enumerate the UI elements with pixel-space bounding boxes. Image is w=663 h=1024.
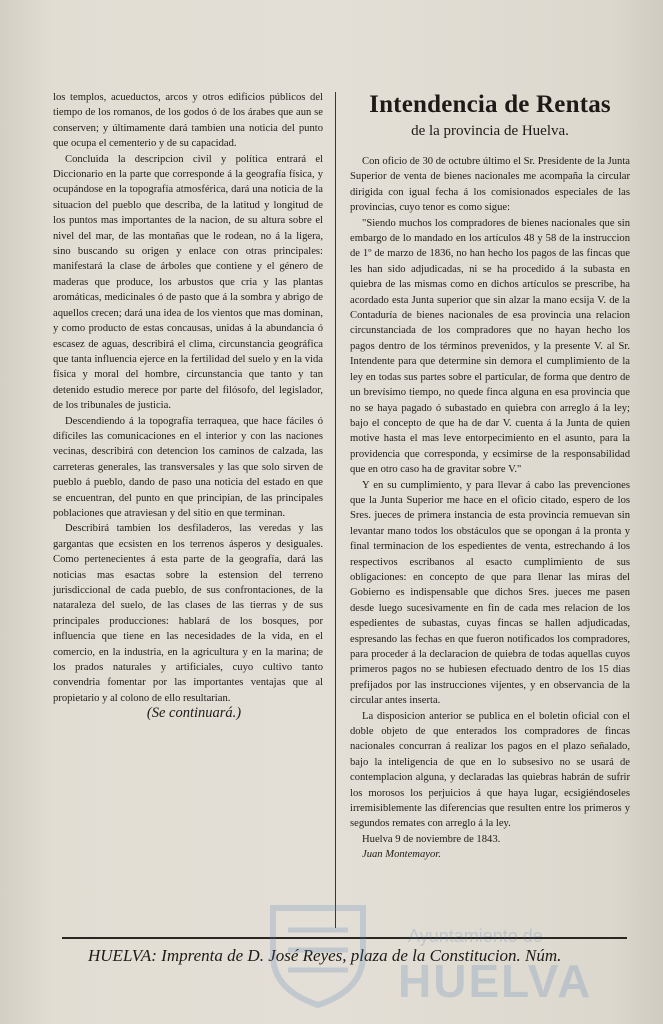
to-be-continued-note: (Se continuará.) xyxy=(146,705,242,722)
section-subtitle: de la provincia de Huelva. xyxy=(411,123,569,139)
shield-icon xyxy=(258,900,378,1010)
watermark-label-main: HUELVA xyxy=(398,955,593,1007)
column-divider xyxy=(335,92,336,928)
right-column xyxy=(350,90,630,863)
printer-imprint: HUELVA: Imprenta de D. José Reyes, plaza de la Constitucion. Núm. xyxy=(88,946,562,965)
right-paragraph-1: Con oficio de 30 de octubre último el Sr. Presidente de la Junta Superior de venta de bienes nacionales me acompaña la circular dirigida con igual fecha á los comisionados especiales de las provincias, cuyo tenor es como sigue: xyxy=(350,156,630,214)
left-paragraph-2: Concluida la descripcion civil y política entrará el Diccionario en la parte que corresponde á la geografía física, y ocupándose en la topografía atmosférica, dará una noticia de la situacion del pueblo que describa, de la latitud y longitud de los puntos mas importantes de la nacion, de su altura sobre el nivel del mar, de las montañas que le rodean, no á la ligera, sino buscando su origen y enlace con otras principales: manifestará la clase de árboles que contiene y el género de maderas que produce, los arbustos que cria y las plantas aromáticas, medicinales ó de pasto que á la sombra y abrigo de aquellos crecen; dará una idea de los vientos que mas dominan, y como producto de estas concausas, unidas á la abundancia ó escasez de aguas, describirá el clima, circunstancia geográfica que tanta influencia ejerce en la fertilidad del suelo y en la vida física y moral del hombre, circunstancia que tanto y tan detenido estudio merece por parte del filósofo, del legislador, de los tribunales de justicia. xyxy=(53,153,323,412)
right-paragraph-3: Y en su cumplimiento, y para llevar á cabo las prevenciones que la Junta Superior me hace en el oficio citado, espero de los Sres. jueces de primera instancia de esta provincia remuevan sin levantar mano todos los obstáculos que se opongan á la pronta y final terminacion de los espedientes de venta, estrechando á los respectivos escribanos al esacto cumplimiento de sus obligaciones: en concepto de que para llenar las miras del Gobierno es indispensable que dichos Sres. jueces me pasen desde luego sucesivamente en fin de cada mes relacion de los espedientes de subastas, cuyas fincas se hallen adjudicadas, espresando las fechas en que fueron notificados los compradores, para proceder á la declaracion de quiebra de todas aquellas cuyos primeros pagos no se hubiesen efectuado dentro de los 15 dias prefijados por las instrucciones vijentes, y en observancia de la circular antes inserta. xyxy=(350,479,630,707)
watermark-label-top: Ayuntamiento de xyxy=(408,926,543,946)
archive-watermark xyxy=(258,900,598,1010)
signature-name: Juan Montemayor. xyxy=(362,849,441,861)
left-column xyxy=(53,90,323,722)
left-paragraph-4: Describirá tambien los desfiladeros, las veredas y las gargantas que ecsisten en los terrenos ásperos y desiguales. Como pertenecientes á esta parte de la geografía, dará las noticias mas esactas sobre la estension del terreno jurisdiccional de cada pueblo, de sus confrontaciones, de la nataraleza del suelo, de las clases de las tierras y de sus principales producciones: hablará de los bosques, por influencia que tiene en las necesidades de la vida, en el comercio, en la industria, en la agricultura y en la marina; de los prados naturales y artificiales, cuyo cultivo tanto convendria fomentar por las importantes ventajas que al propietario y al colono de ello resultarian. xyxy=(53,523,323,704)
right-paragraph-4: La disposicion anterior se publica en el boletin oficial con el doble objeto de que enterados los compradores de fincas nacionales concurran á realizar los pagos en el plazo señalado, bajo la inteligencia de que en lo subsesivo no se usará de contemplacion alguna, y declaradas las quiebras habrán de sufrir los morosos los perjuicios á que haya lugar, ecsigiéndoseles irremisiblemente las diferencias que resulten entre los primeros y segundos remates con arreglo á la ley. xyxy=(350,710,630,830)
section-title: Intendencia de Rentas xyxy=(369,91,611,118)
signature-date: Huelva 9 de noviembre de 1843. xyxy=(362,833,501,845)
left-paragraph-3: Descendiendo á la topografía terraquea, que hace fáciles ó difíciles las comunicaciones en el interior y con las naciones vecinas, describirá con detencion los caminos de calzada, las carreteras generales, las transversales y las que solo sirven de pueblo á pueblo, dando de paso una noticia del estado en que se encuentran, del punto en que principian, de las principales poblaciones que atraviesan y del sitio en que terminan. xyxy=(53,415,323,519)
left-paragraph-1: los templos, acueductos, arcos y otros edificios públicos del tiempo de los romanos, de los godos ó de los árabes que aun se conserven; y últimamente dará tambien una noticia del punto que ocupa el cementerio y de su capacidad. xyxy=(53,92,323,150)
right-paragraph-2-quote: "Siendo muchos los compradores de bienes nacionales que sin embargo de lo mandado en los artículos 48 y 58 de la instruccion de 1º de marzo de 1836, no han hecho los pagos de las fincas que les han sido adjudicadas, ni se ha procedido á la subasta en quiebra de las mismas como en dichos artículos se prescribe, ha acordado esta Junta superior que sin alzar la mano ecsija V. de la Contaduría de bienes nacionales de esa provincia una relacion circunstanciada de los compradores que no hayan hecho los pagos dentro de los términos prevenidos, y la presente V. al Sr. Intendente para que determine sin demora el cumplimiento de la ley en todas sus partes sobre el particular, de forma que dentro de un brevísimo tiempo, no quede finca alguna en esa provincia que no se haya pagado ó subastado en quiebra con arreglo á la ley; bajo el concepto de que ha de dar V. cuenta á la Junta de quien motive hasta el mas leve entorpecimiento en el asunto, para la providencia que corresponda, y ecsimirse de la responsabilidad que en otro caso ha de gravitar sobre V." xyxy=(350,217,630,476)
